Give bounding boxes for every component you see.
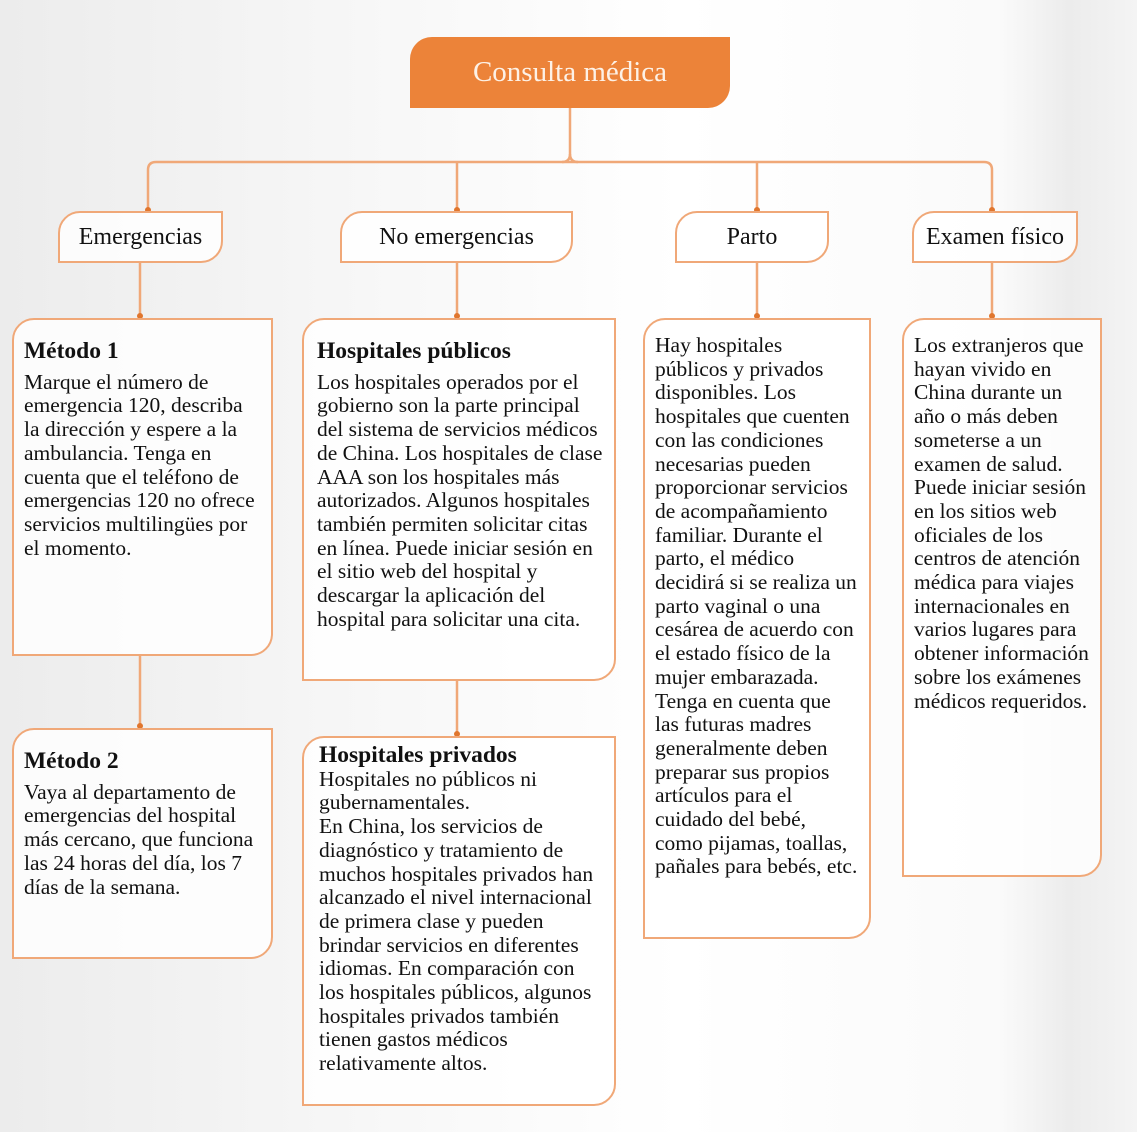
detail-text: Los extranjeros que hayan vivido en China durante un año o más deben someterse a un examen de salud. Puede iniciar sesión en los sitios web oficiales de los centros de atención médica para viajes internacionales en varios lugares para obtener información sobre los exámenes médicos requeridos. xyxy=(914,333,1089,713)
detail-text: En China, los servicios de diagnóstico y tratamiento de muchos hospitales privados han alcanzado el nivel internacional de primera clase y pueden brindar servicios en diferentes idiomas. En comparación con los hospitales públicos, algunos hospitales privados también tienen gastos médicos relativamente altos. xyxy=(319,814,594,1076)
detail-metodo-1 xyxy=(12,318,273,656)
detail-hospitales-publicos xyxy=(302,318,616,681)
category-label: No emergencias xyxy=(379,223,534,250)
detail-text-intro: Hospitales no públicos ni gubernamentales. xyxy=(319,766,537,815)
root-node-consulta-medica xyxy=(410,37,730,108)
detail-hospitales-privados xyxy=(302,736,616,1106)
detail-heading: Método 2 xyxy=(24,748,119,774)
category-examen-fisico xyxy=(912,211,1078,263)
category-emergencias xyxy=(58,211,223,263)
detail-text: Hay hospitales públicos y privados disponibles. Los hospitales que cuenten con las condiciones necesarias pueden proporcionar servicios de acompañamiento familiar. Durante el parto, el médico decidirá si se realiza un parto vaginal o una cesárea de acuerdo con el estado físico de la mujer embarazada. Tenga en cuenta que las futuras madres generalmente deben preparar sus propios artículos para el cuidado del bebé, como pijamas, toallas, pañales para bebés, etc. xyxy=(655,333,858,879)
category-parto xyxy=(675,211,829,263)
category-label: Emergencias xyxy=(78,223,203,250)
detail-text: Los hospitales operados por el gobierno son la parte principal del sistema de servicios médicos de China. Los hospitales de clase AAA son los hospitales más autorizados. Algunos hospitales también permiten solicitar citas en línea. Puede iniciar sesión en el sitio web del hospital y descargar la aplicación del hospital para solicitar una cita. xyxy=(317,369,603,631)
detail-examen-fisico xyxy=(902,318,1102,877)
detail-metodo-2 xyxy=(12,728,273,959)
detail-parto xyxy=(643,318,871,939)
detail-heading: Hospitales públicos xyxy=(317,338,511,364)
category-no-emergencias xyxy=(340,211,573,263)
category-label: Parto xyxy=(726,223,778,250)
detail-heading: Método 1 xyxy=(24,338,119,364)
category-label: Examen físico xyxy=(926,223,1064,250)
root-label: Consulta médica xyxy=(472,56,668,88)
detail-text: Marque el número de emergencia 120, describa la dirección y espere a la ambulancia. Tenga en cuenta que el teléfono de emergencias 120 no ofrece servicios multilingües por el momento. xyxy=(24,369,255,560)
detail-text: Vaya al departamento de emergencias del hospital más cercano, que funciona las 24 horas del día, los 7 días de la semana. xyxy=(24,779,254,899)
detail-heading: Hospitales privados xyxy=(319,742,517,768)
